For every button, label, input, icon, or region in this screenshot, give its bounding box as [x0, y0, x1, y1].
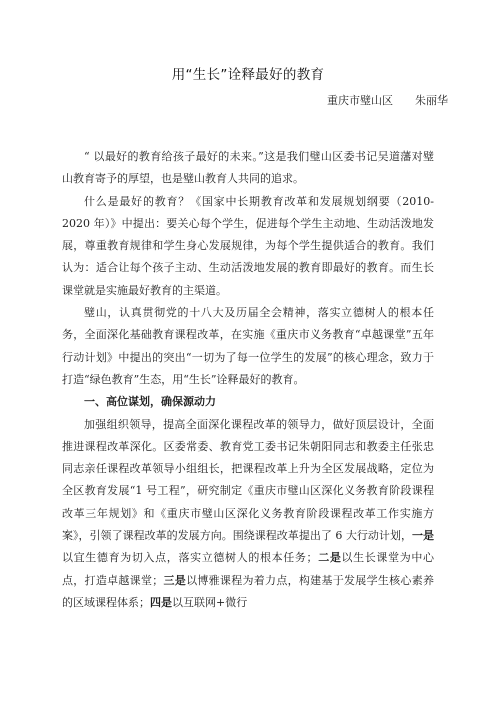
paragraph-3: 璧山，认真贯彻党的十八大及历届全会精神，落实立德树人的根本任务，全面深化基础教育课程改革，在实施《重庆市义务教育“卓越课堂”五年行动计划》中提出的突出“一切为了每一位学生的发展”的核心理念，致力于打造“绿色教育”生态，用“生长”诠释最好的教育。 [62, 306, 434, 386]
author-line: 重庆市璧山区 朱丽华 [327, 94, 448, 107]
paragraph-4-text-b: 以宜生德育为切入点，落实立德树人的根本任务； [62, 551, 318, 565]
document-body [62, 146, 434, 614]
keyword-third: 三是 [163, 573, 187, 587]
paragraph-2: 什么是最好的教育？《国家中长期教育改革和发展规划纲要（2010-2020 年）》中提出：要关心每个学生，促进每个学生主动地、生动活泼地发展，尊重教育规律和学生身心发展规律，为每个学生提供适合的教育。我们认为：适合让每个孩子主动、生动活泼地发展的教育即最好的教育。而生长课堂就是实施最好教育的主渠道。 [62, 194, 434, 297]
keyword-fourth: 四是 [150, 595, 172, 609]
paragraph-4-text-a: 加强组织领导，提高全面深化课程改革的领导力，做好顶层设计，全面推进课程改革深化。区委常委、教育党工委书记朱朝阳同志和教委主任张忠同志亲任课程改革领导小组组长，把课程改革上升为全区发展战略，定位为全区教育发展“1 号工程”，研究制定《重庆市璧山区深化义务教育阶段课程改革三年规划》和《重庆市璧山区深化义务教育阶段课程改革工作实施方案》，引领了课程改革的发展方向。围绕课程改革提出了 6 大行动计划， [62, 417, 434, 543]
paragraph-4-text-c: 以生长课堂为中心点，打造卓越课堂； [62, 551, 434, 587]
paragraph-1: “ 以最好的教育给孩子最好的未来。”这是我们璧山区委书记吴道藩对璧山教育寄予的厚望，也是璧山教育人共同的追求。 [62, 150, 434, 186]
keyword-first: 一是 [411, 529, 434, 543]
keyword-second: 二是 [317, 551, 342, 565]
paragraph-4-text-e: 以互联网+微行 [172, 595, 248, 609]
section-heading-1: 一、高位谋划，确保源动力 [84, 395, 216, 409]
paragraph-4 [62, 414, 434, 615]
paragraph-4-text-d: 以博雅课程为着力点，构建基于发展学生核心素养的区域课程体系； [62, 573, 434, 609]
document-title: 用“生长”诠释最好的教育 [171, 67, 325, 83]
